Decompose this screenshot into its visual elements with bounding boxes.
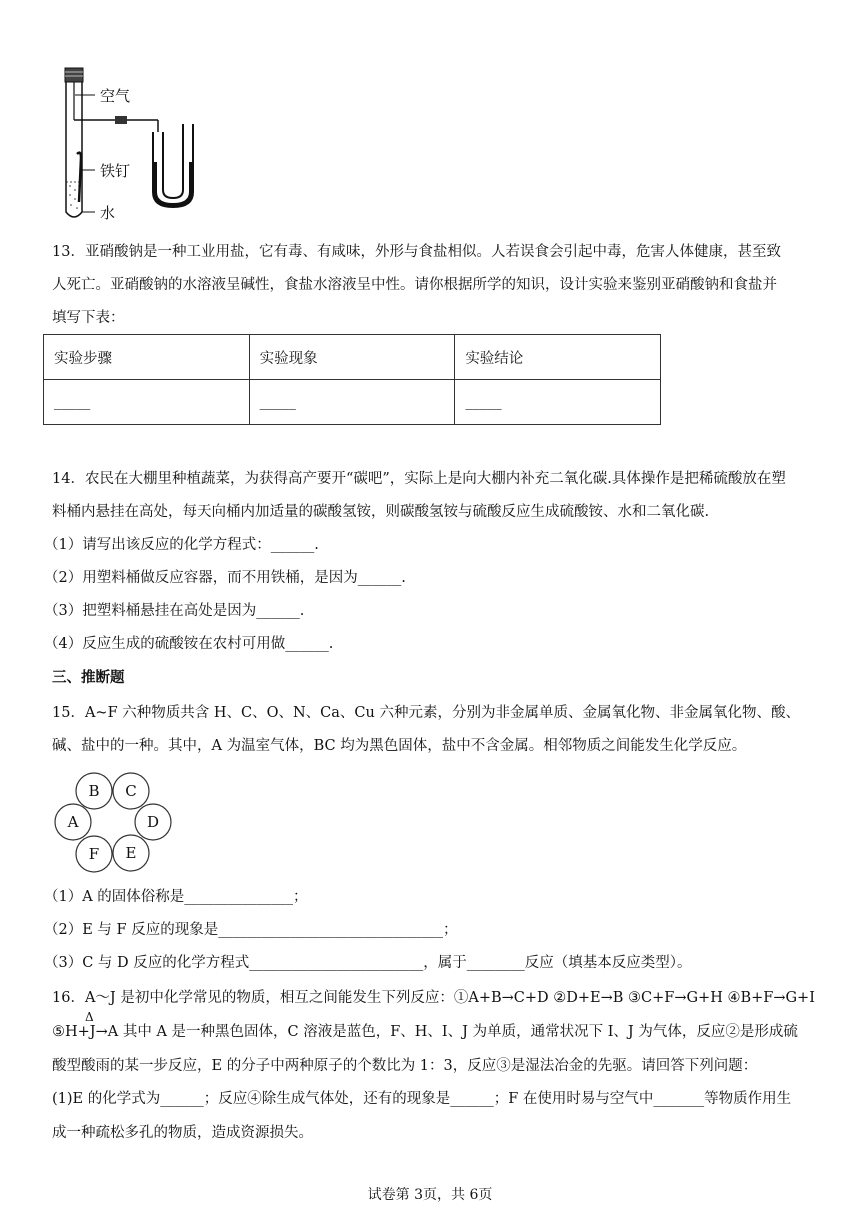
circle-a-label: A xyxy=(67,813,79,831)
apparatus-figure xyxy=(55,62,215,224)
label-air: 空气 xyxy=(100,87,131,105)
table-header-cell: 实验步骤 xyxy=(44,335,250,380)
q14-sub3: （3）把塑料桶悬挂在高处是因为______. xyxy=(44,603,305,619)
circle-ring-diagram xyxy=(52,770,178,876)
q15-line1: 15．A~F 六种物质共含 H、C、O、N、Ca、Cu 六种元素，分别为非金属单质、金属氧化物、非金属氧化物、酸、 xyxy=(52,705,800,721)
circle-b-label: B xyxy=(88,782,100,800)
q15-sub1: （1）A 的固体俗称是_______________； xyxy=(44,889,308,905)
q16-line1: 16．A～J 是初中化学常见的物质，相互之间能发生下列反应：①A+B→C+D ②D+E→B ③C+F→G+H ④B+F→G+I xyxy=(52,990,815,1006)
q15-sub3: （3）C 与 D 反应的化学方程式________________________，属于________反应（填基本反应类型）。 xyxy=(44,955,692,971)
q14-sub1: （1）请写出该反应的化学方程式：______. xyxy=(44,537,319,553)
table-blank-cell[interactable]: _____ xyxy=(44,380,250,425)
q16-line4: (1)E 的化学式为______；反应④除生成气体处，还有的现象是______；F 在使用时易与空气中_______等物质作用生 xyxy=(52,1091,792,1107)
q14-sub2: （2）用塑料桶做反应容器，而不用铁桶，是因为______. xyxy=(44,570,406,586)
table-blank-cell[interactable]: _____ xyxy=(249,380,455,425)
table-header-cell: 实验现象 xyxy=(249,335,455,380)
q15-sub2: （2）E 与 F 反应的现象是_______________________________； xyxy=(44,922,458,938)
q16-line5: 成一种疏松多孔的物质，造成资源损失。 xyxy=(52,1125,313,1141)
circle-f-label: F xyxy=(88,845,100,863)
q13-line3: 填写下表： xyxy=(52,310,125,326)
experiment-table xyxy=(43,334,661,425)
circle-c-label: C xyxy=(125,782,137,800)
circle-d-label: D xyxy=(146,813,160,831)
label-water: 水 xyxy=(100,204,116,222)
page-footer: 试卷第 3页，共 6页 xyxy=(367,1187,493,1203)
q13-line1: 13．亚硝酸钠是一种工业用盐，它有毒、有咸味，外形与食盐相似。人若误食会引起中毒，危害人体健康，甚至致 xyxy=(52,244,781,260)
q16-line3: 酸型酸雨的某一步反应，E 的分子中两种原子的个数比为 1：3，反应③是湿法冶金的先驱。请回答下列问题： xyxy=(52,1058,758,1074)
q14-sub4: （4）反应生成的硫酸铵在农村可用做______. xyxy=(44,636,334,652)
table-row xyxy=(44,335,661,380)
circle-e-label: E xyxy=(125,844,137,862)
section-heading: 三、推断题 xyxy=(52,670,125,686)
q13-line2: 人死亡。亚硝酸钠的水溶液呈碱性，食盐水溶液呈中性。请你根据所学的知识，设计实验来鉴别亚硝酸钠和食盐并 xyxy=(52,277,777,293)
q14-line2: 料桶内悬挂在高处，每天向桶内加适量的碳酸氢铵，则碳酸氢铵与硫酸反应生成硫酸铵、水和二氧化碳. xyxy=(52,504,710,520)
table-header-cell: 实验结论 xyxy=(455,335,661,380)
q15-line2: 碱、盐中的一种。其中，A 为温室气体，BC 均为黑色固体，盐中不含金属。相邻物质之间能发生化学反应。 xyxy=(52,738,747,754)
table-row xyxy=(44,380,661,425)
q16-line2: ⑤H+J→A 其中 A 是一种黑色固体，C 溶液是蓝色，F、H、I、J 为单质，通常状况下 I、J 为气体，反应②是形成硫 xyxy=(52,1024,798,1040)
label-nail: 铁钉 xyxy=(100,162,131,180)
heating-delta-symbol: Δ xyxy=(85,1010,94,1024)
q14-line1: 14．农民在大棚里种植蔬菜，为获得高产要开“碳吧”，实际上是向大棚内补充二氧化碳.具体操作是把稀硫酸放在塑 xyxy=(52,471,786,487)
table-blank-cell[interactable]: _____ xyxy=(455,380,661,425)
